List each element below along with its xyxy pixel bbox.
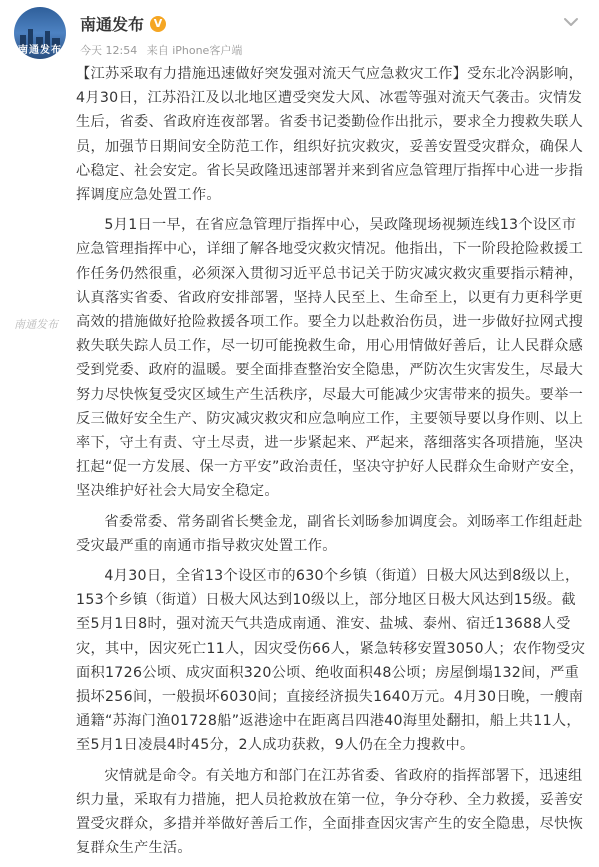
account-name-row [80,12,166,35]
paragraph-3: 省委常委、常务副省长樊金龙，副省长刘旸参加调度会。刘旸率工作组赶赴受灾最严重的南通市指导救灾处置工作。 [76,513,583,554]
paragraph-5: 灾情就是命令。有关地方和部门在江苏省委、省政府的指挥部署下，迅速组织力量，采取有力措施，把人员抢救放在第一位，争分夺秒、全力救援，妥善安置受灾群众，多措并举做好善后工作，全面排查因灾害产生的安全隐患，尽快恢复群众生产生活。 [76,767,584,857]
post-source: 来自 iPhone客户端 [146,44,243,57]
post-meta [80,42,248,58]
paragraph-1: 【江苏采取有力措施迅速做好突发强对流天气应急救灾工作】受东北冷涡影响，4月30日，江苏沿江及以北地区遭受突发大风、冰雹等强对流天气袭击。灾情发生后，省委、省政府连夜部署。省委书记娄勤俭作出批示，要求全力搜救失联人员，加强节日期间安全防范工作，组织好抗灾救灾，妥善安置受灾群众，确保人心稳定、社会安定。省长吴政隆迅速部署并来到省应急管理厅指挥中心进一步指挥调度应急处置工作。 [76,66,584,204]
chevron-down-icon[interactable] [563,14,579,30]
paragraph-4: 4月30日，全省13个设区市的630个乡镇（街道）日极大风达到8级以上，153个乡镇（街道）日极大风达到10级以上，部分地区日极大风达到15级。截至5月1日8时，强对流天气共造成南通、淮安、盐城、泰州、宿迁13688人受灾，其中，因灾死亡11人，因灾受伤66人，紧急转移安置3050人；农作物受灾面积1726公顷、成灾面积320公顷、绝收面积48公顷；房屋倒塌132间，严重损坏256间，一般损坏6030间；直接经济损失1640万元。4月30日晚，一艘南通籍“苏海门渔01728船”返港途中在距离吕四港40海里处翻扣，船上共11人，至5月1日凌晨4时45分，2人成功获救，9人仍在全力搜救中。 [76,568,586,754]
watermark: 南通发布 [14,318,58,331]
verified-badge-icon: V [150,16,166,32]
account-name[interactable]: 南通发布 [80,15,145,34]
avatar-text: 南通发布 [18,45,62,56]
avatar[interactable] [14,7,66,59]
post-body [76,62,586,867]
post-header [0,0,599,70]
post-time: 今天 12:54 [80,44,138,57]
paragraph-2: 5月1日一早，在省应急管理厅指挥中心，吴政隆现场视频连线13个设区市应急管理指挥中心，详细了解各地受灾救灾情况。他指出，下一阶段抢险救援工作任务仍然很重，必须深入贯彻习近平总书记关于防灾减灾救灾重要指示精神，认真落实省委、省政府安排部署，坚持人民至上、生命至上，以更有力更科学更高效的措施做好抢险救援各项工作。要全力以赴救治伤员，进一步做好拉网式搜救失联失踪人员工作，尽一切可能挽救生命，用心用情做好善后，让人民群众感受到党委、政府的温暖。要全面排查整治安全隐患，严防次生灾害发生，尽最大努力尽快恢复受灾区域生产生活秩序，尽最大可能减少灾害带来的损失。要举一反三做好安全生产、防灾减灾救灾和应急响应工作，主要领导要以身作则、以上率下，守土有责、守土尽责，进一步紧起来、严起来，落细落实各项措施，坚决扛起“促一方发展、保一方平安”政治责任，坚决守护好人民群众生命财产安全，坚决维护好社会大局安全稳定。 [76,217,584,500]
